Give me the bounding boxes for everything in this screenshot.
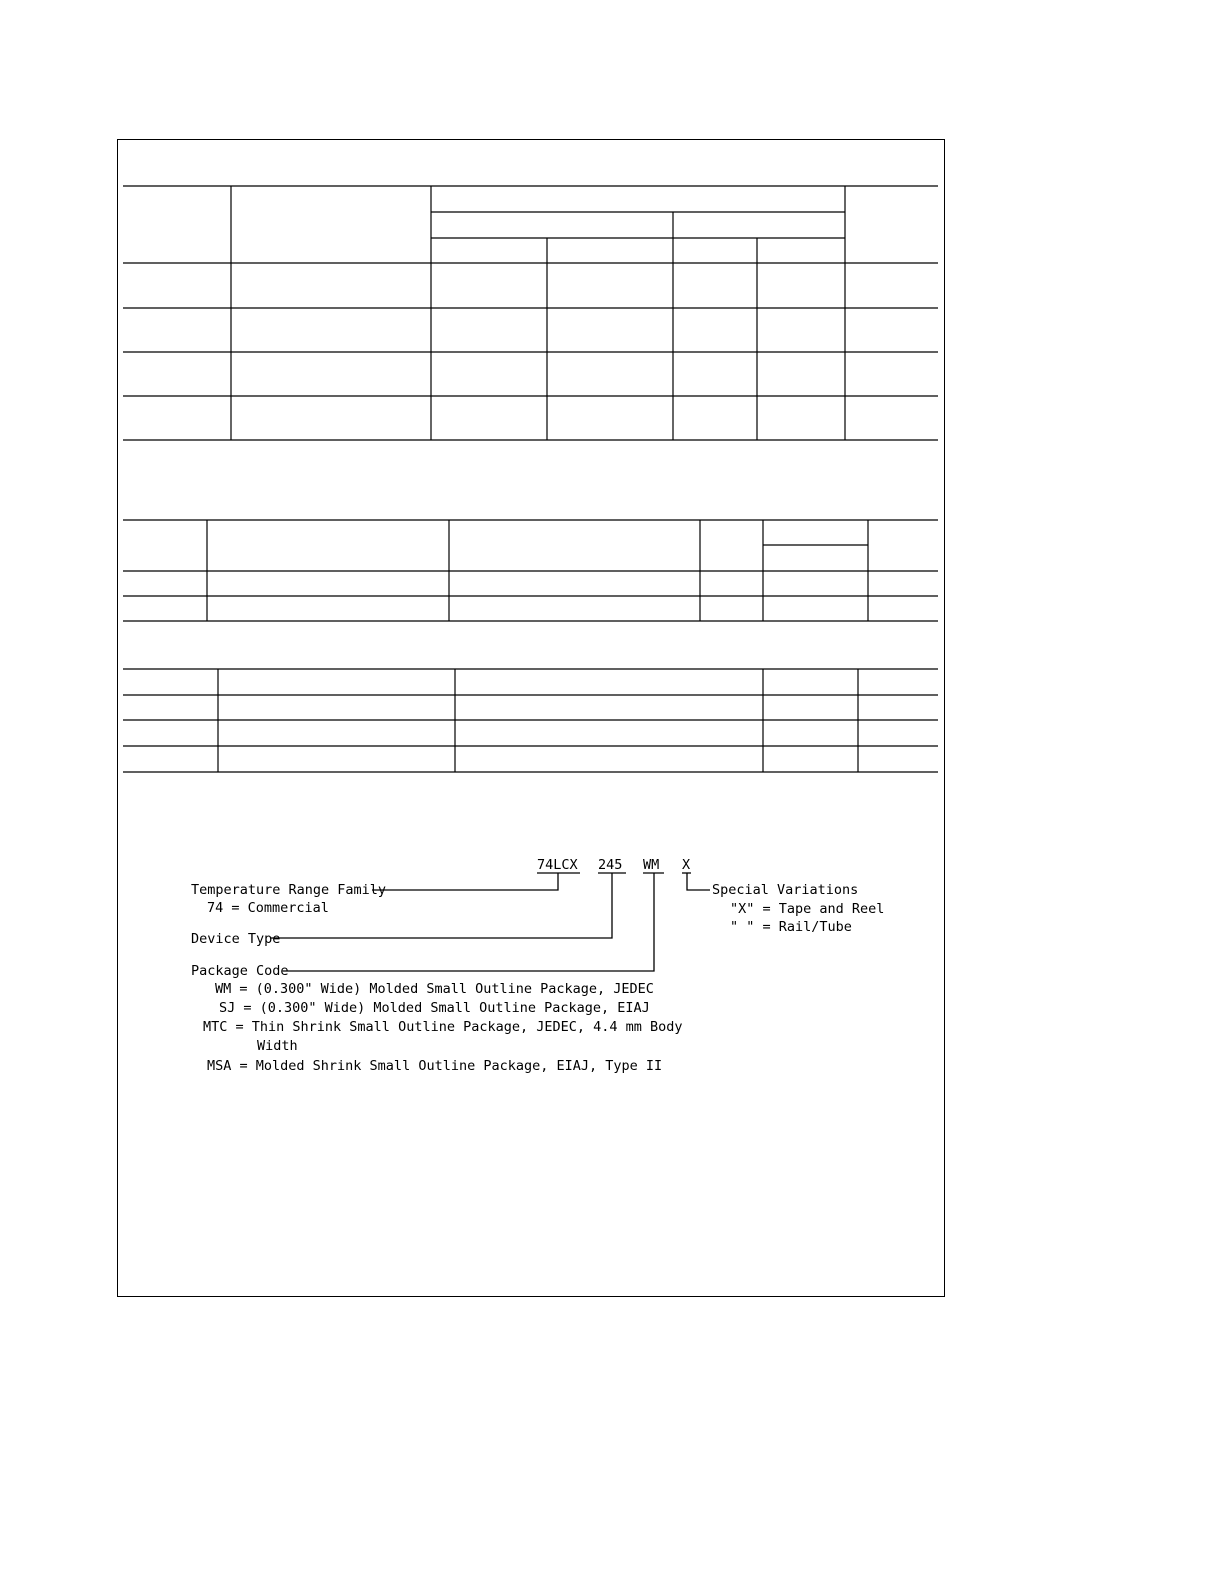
special-variations-tape: "X" = Tape and Reel — [730, 901, 885, 917]
package-sj: SJ = (0.300" Wide) Molded Small Outline Package, EIAJ — [219, 1000, 650, 1016]
package-code-label: Package Code — [191, 963, 289, 979]
leader-temperature — [372, 873, 558, 890]
temperature-range-value: 74 = Commercial — [207, 900, 329, 916]
leader-special-variations — [687, 873, 710, 890]
segment-variation: X — [682, 857, 691, 873]
package-msa: MSA = Molded Shrink Small Outline Package, EIAJ, Type II — [207, 1058, 663, 1074]
package-mtc-continued: Width — [257, 1038, 298, 1054]
segment-package: WM — [643, 857, 660, 873]
temperature-range-label: Temperature Range Family — [191, 882, 387, 898]
segment-device: 245 — [598, 857, 623, 873]
special-variations-label: Special Variations — [712, 882, 859, 898]
special-variations-rail: " " = Rail/Tube — [730, 919, 852, 935]
segment-family: 74LCX — [537, 857, 578, 873]
device-type-label: Device Type — [191, 931, 281, 947]
package-mtc: MTC = Thin Shrink Small Outline Package, JEDEC, 4.4 mm Body — [203, 1019, 683, 1035]
package-wm: WM = (0.300" Wide) Molded Small Outline Package, JEDEC — [215, 981, 654, 997]
